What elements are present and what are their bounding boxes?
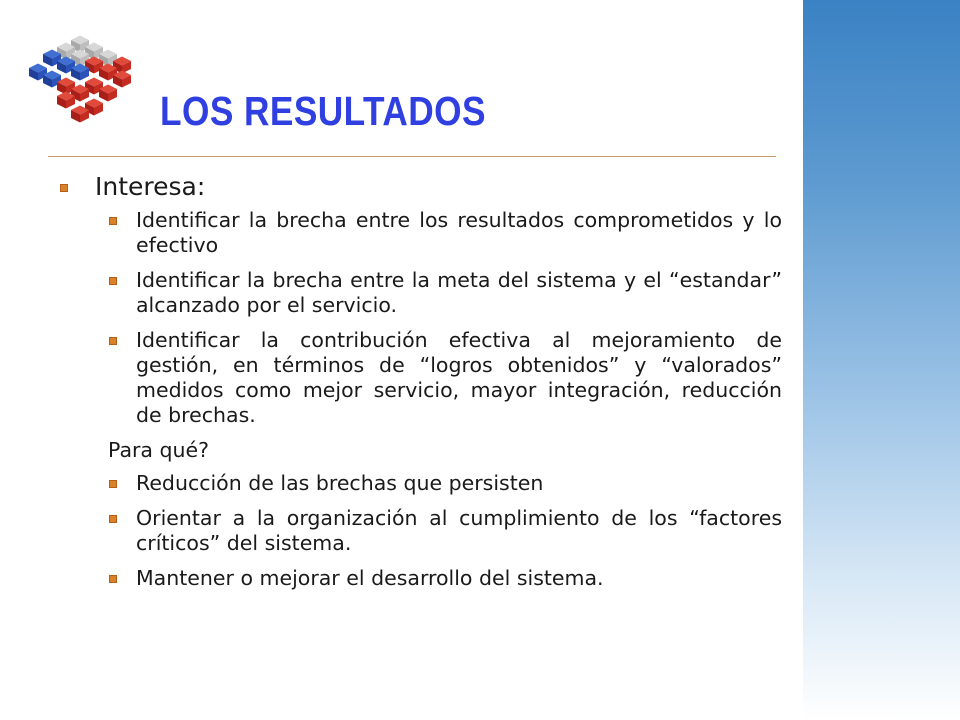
interesa-item: Identificar la contribución efectiva al mejoramiento de gestión, en términos de “logros obtenidos” y “valorados” medidos como mejor servicio, mayor integración, reducción de brechas. <box>58 328 782 428</box>
bullet-interesa <box>58 172 782 202</box>
slide-title: LOS RESULTADOS <box>160 88 486 134</box>
interesa-item: Identificar la brecha entre la meta del sistema y el “estandar” alcanzado por el servicio. <box>58 268 782 318</box>
title-divider <box>48 156 776 157</box>
square-bullet-icon <box>109 217 117 225</box>
heading-text: Interesa: <box>95 172 206 201</box>
square-bullet-icon <box>109 480 117 488</box>
para-que-item: Mantener o mejorar el desarrollo del sistema. <box>58 566 782 591</box>
square-bullet-icon <box>109 337 117 345</box>
interesa-item: Identificar la brecha entre los resultados comprometidos y lo efectivo <box>58 208 782 258</box>
square-bullet-icon <box>109 277 117 285</box>
slide-body <box>58 172 782 601</box>
para-que-text: Para qué? <box>108 438 210 462</box>
government-logo-icon <box>20 28 150 138</box>
square-bullet-icon <box>109 575 117 583</box>
para-que-item: Reducción de las brechas que persisten <box>58 471 782 496</box>
para-que-item: Orientar a la organización al cumplimiento de los “factores críticos” del sistema. <box>58 506 782 556</box>
square-bullet-icon <box>109 515 117 523</box>
square-bullet-icon <box>60 184 68 192</box>
decorative-side-band <box>803 0 960 720</box>
